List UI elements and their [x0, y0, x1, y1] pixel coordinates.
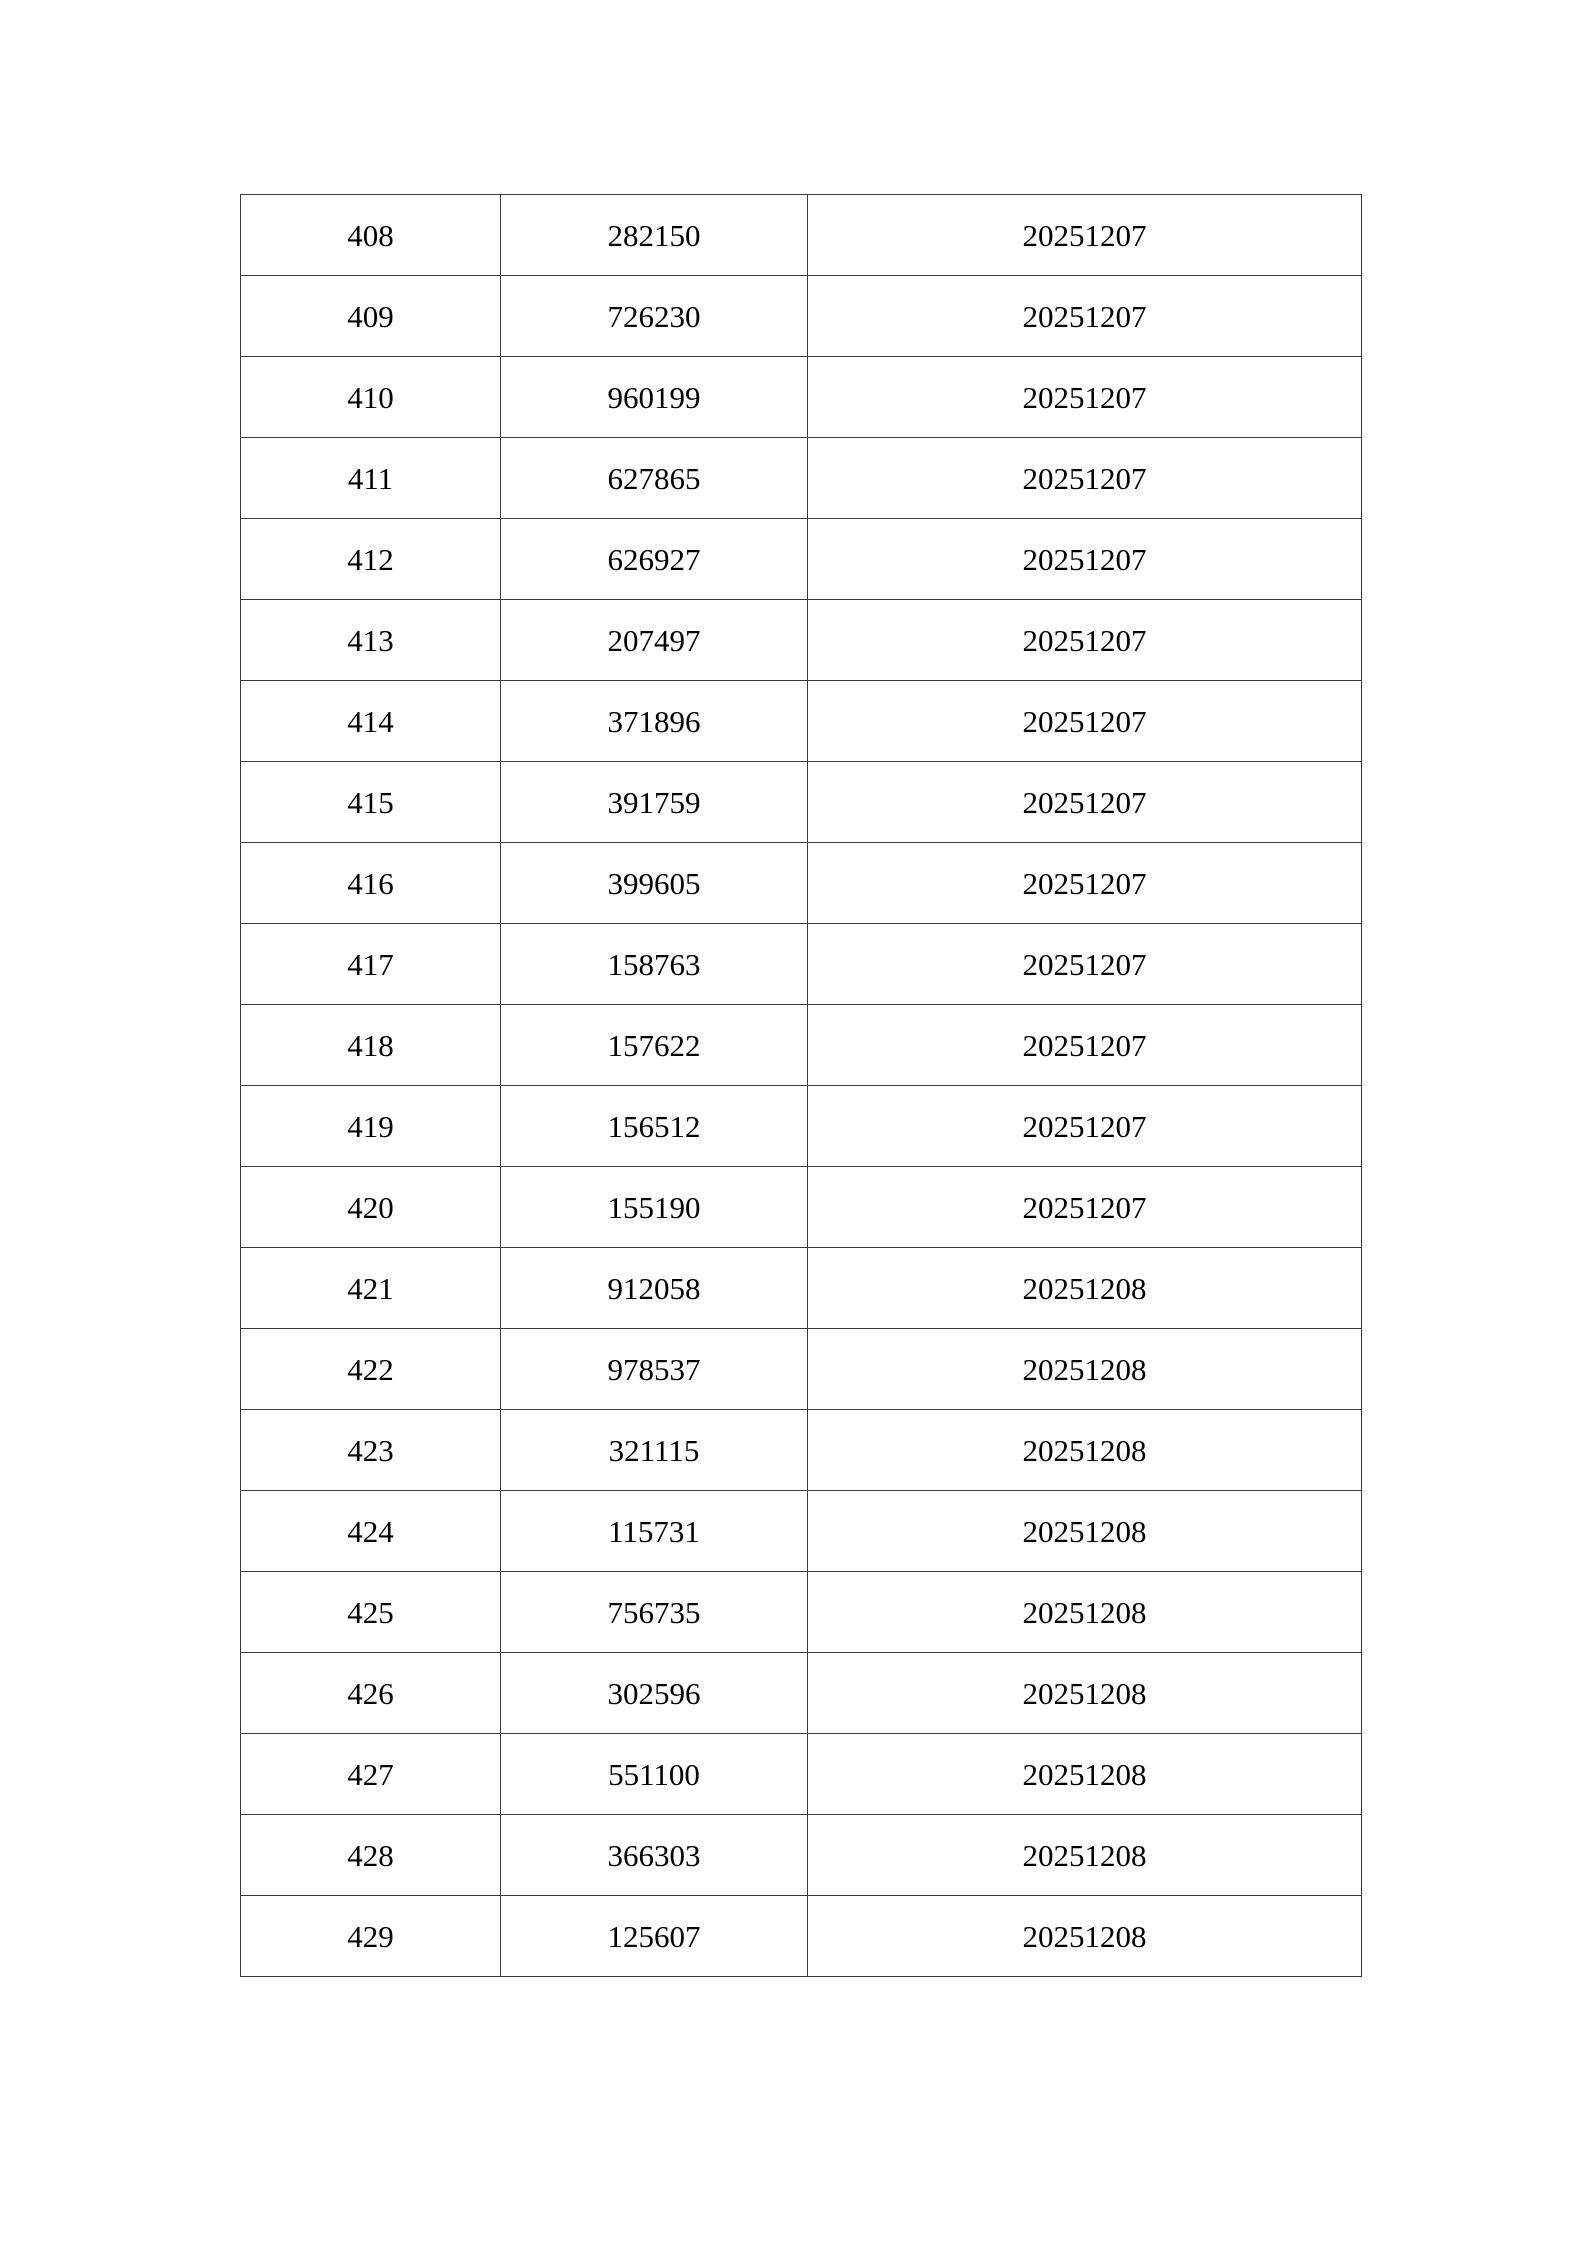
code-cell: 366303: [501, 1815, 808, 1896]
code-cell: 207497: [501, 600, 808, 681]
table-row: [241, 924, 1362, 1005]
table-row: [241, 1086, 1362, 1167]
table-row: [241, 1896, 1362, 1977]
code-cell: 282150: [501, 195, 808, 276]
date-cell: 20251207: [808, 357, 1362, 438]
table-row: [241, 762, 1362, 843]
table-row: [241, 357, 1362, 438]
row-number-cell: 409: [241, 276, 501, 357]
row-number-cell: 418: [241, 1005, 501, 1086]
code-cell: 115731: [501, 1491, 808, 1572]
code-cell: 125607: [501, 1896, 808, 1977]
date-cell: 20251207: [808, 681, 1362, 762]
row-number-cell: 411: [241, 438, 501, 519]
row-number-cell: 427: [241, 1734, 501, 1815]
code-cell: 321115: [501, 1410, 808, 1491]
row-number-cell: 424: [241, 1491, 501, 1572]
table-row: [241, 1491, 1362, 1572]
date-cell: 20251207: [808, 438, 1362, 519]
row-number-cell: 410: [241, 357, 501, 438]
date-cell: 20251208: [808, 1329, 1362, 1410]
date-cell: 20251207: [808, 1167, 1362, 1248]
date-cell: 20251208: [808, 1410, 1362, 1491]
date-cell: 20251208: [808, 1248, 1362, 1329]
row-number-cell: 414: [241, 681, 501, 762]
code-cell: 157622: [501, 1005, 808, 1086]
date-cell: 20251207: [808, 600, 1362, 681]
row-number-cell: 413: [241, 600, 501, 681]
table-row: [241, 276, 1362, 357]
row-number-cell: 429: [241, 1896, 501, 1977]
date-cell: 20251207: [808, 519, 1362, 600]
table-row: [241, 1734, 1362, 1815]
code-cell: 551100: [501, 1734, 808, 1815]
table-row: [241, 519, 1362, 600]
code-cell: 726230: [501, 276, 808, 357]
table-row: [241, 1329, 1362, 1410]
date-cell: 20251207: [808, 762, 1362, 843]
code-cell: 960199: [501, 357, 808, 438]
table-row: [241, 1653, 1362, 1734]
table-row: [241, 1248, 1362, 1329]
date-cell: 20251207: [808, 276, 1362, 357]
table-row: [241, 1815, 1362, 1896]
code-cell: 756735: [501, 1572, 808, 1653]
code-cell: 302596: [501, 1653, 808, 1734]
table-row: [241, 1410, 1362, 1491]
table-row: [241, 1167, 1362, 1248]
code-cell: 912058: [501, 1248, 808, 1329]
row-number-cell: 412: [241, 519, 501, 600]
row-number-cell: 415: [241, 762, 501, 843]
row-number-cell: 426: [241, 1653, 501, 1734]
code-cell: 155190: [501, 1167, 808, 1248]
row-number-cell: 421: [241, 1248, 501, 1329]
row-number-cell: 419: [241, 1086, 501, 1167]
row-number-cell: 423: [241, 1410, 501, 1491]
table-row: [241, 438, 1362, 519]
date-cell: 20251208: [808, 1491, 1362, 1572]
table-row: [241, 1572, 1362, 1653]
date-cell: 20251207: [808, 1005, 1362, 1086]
code-cell: 626927: [501, 519, 808, 600]
date-cell: 20251207: [808, 1086, 1362, 1167]
data-table: [240, 194, 1362, 1977]
date-cell: 20251208: [808, 1653, 1362, 1734]
code-cell: 399605: [501, 843, 808, 924]
code-cell: 156512: [501, 1086, 808, 1167]
table-row: [241, 681, 1362, 762]
row-number-cell: 428: [241, 1815, 501, 1896]
code-cell: 158763: [501, 924, 808, 1005]
date-cell: 20251208: [808, 1815, 1362, 1896]
table-body: [241, 195, 1362, 1977]
date-cell: 20251207: [808, 195, 1362, 276]
row-number-cell: 420: [241, 1167, 501, 1248]
date-cell: 20251208: [808, 1572, 1362, 1653]
table-row: [241, 1005, 1362, 1086]
date-cell: 20251208: [808, 1734, 1362, 1815]
table-row: [241, 600, 1362, 681]
code-cell: 627865: [501, 438, 808, 519]
date-cell: 20251207: [808, 843, 1362, 924]
row-number-cell: 422: [241, 1329, 501, 1410]
date-cell: 20251208: [808, 1896, 1362, 1977]
table-row: [241, 843, 1362, 924]
code-cell: 978537: [501, 1329, 808, 1410]
table-row: [241, 195, 1362, 276]
code-cell: 391759: [501, 762, 808, 843]
row-number-cell: 416: [241, 843, 501, 924]
date-cell: 20251207: [808, 924, 1362, 1005]
code-cell: 371896: [501, 681, 808, 762]
row-number-cell: 408: [241, 195, 501, 276]
row-number-cell: 425: [241, 1572, 501, 1653]
row-number-cell: 417: [241, 924, 501, 1005]
